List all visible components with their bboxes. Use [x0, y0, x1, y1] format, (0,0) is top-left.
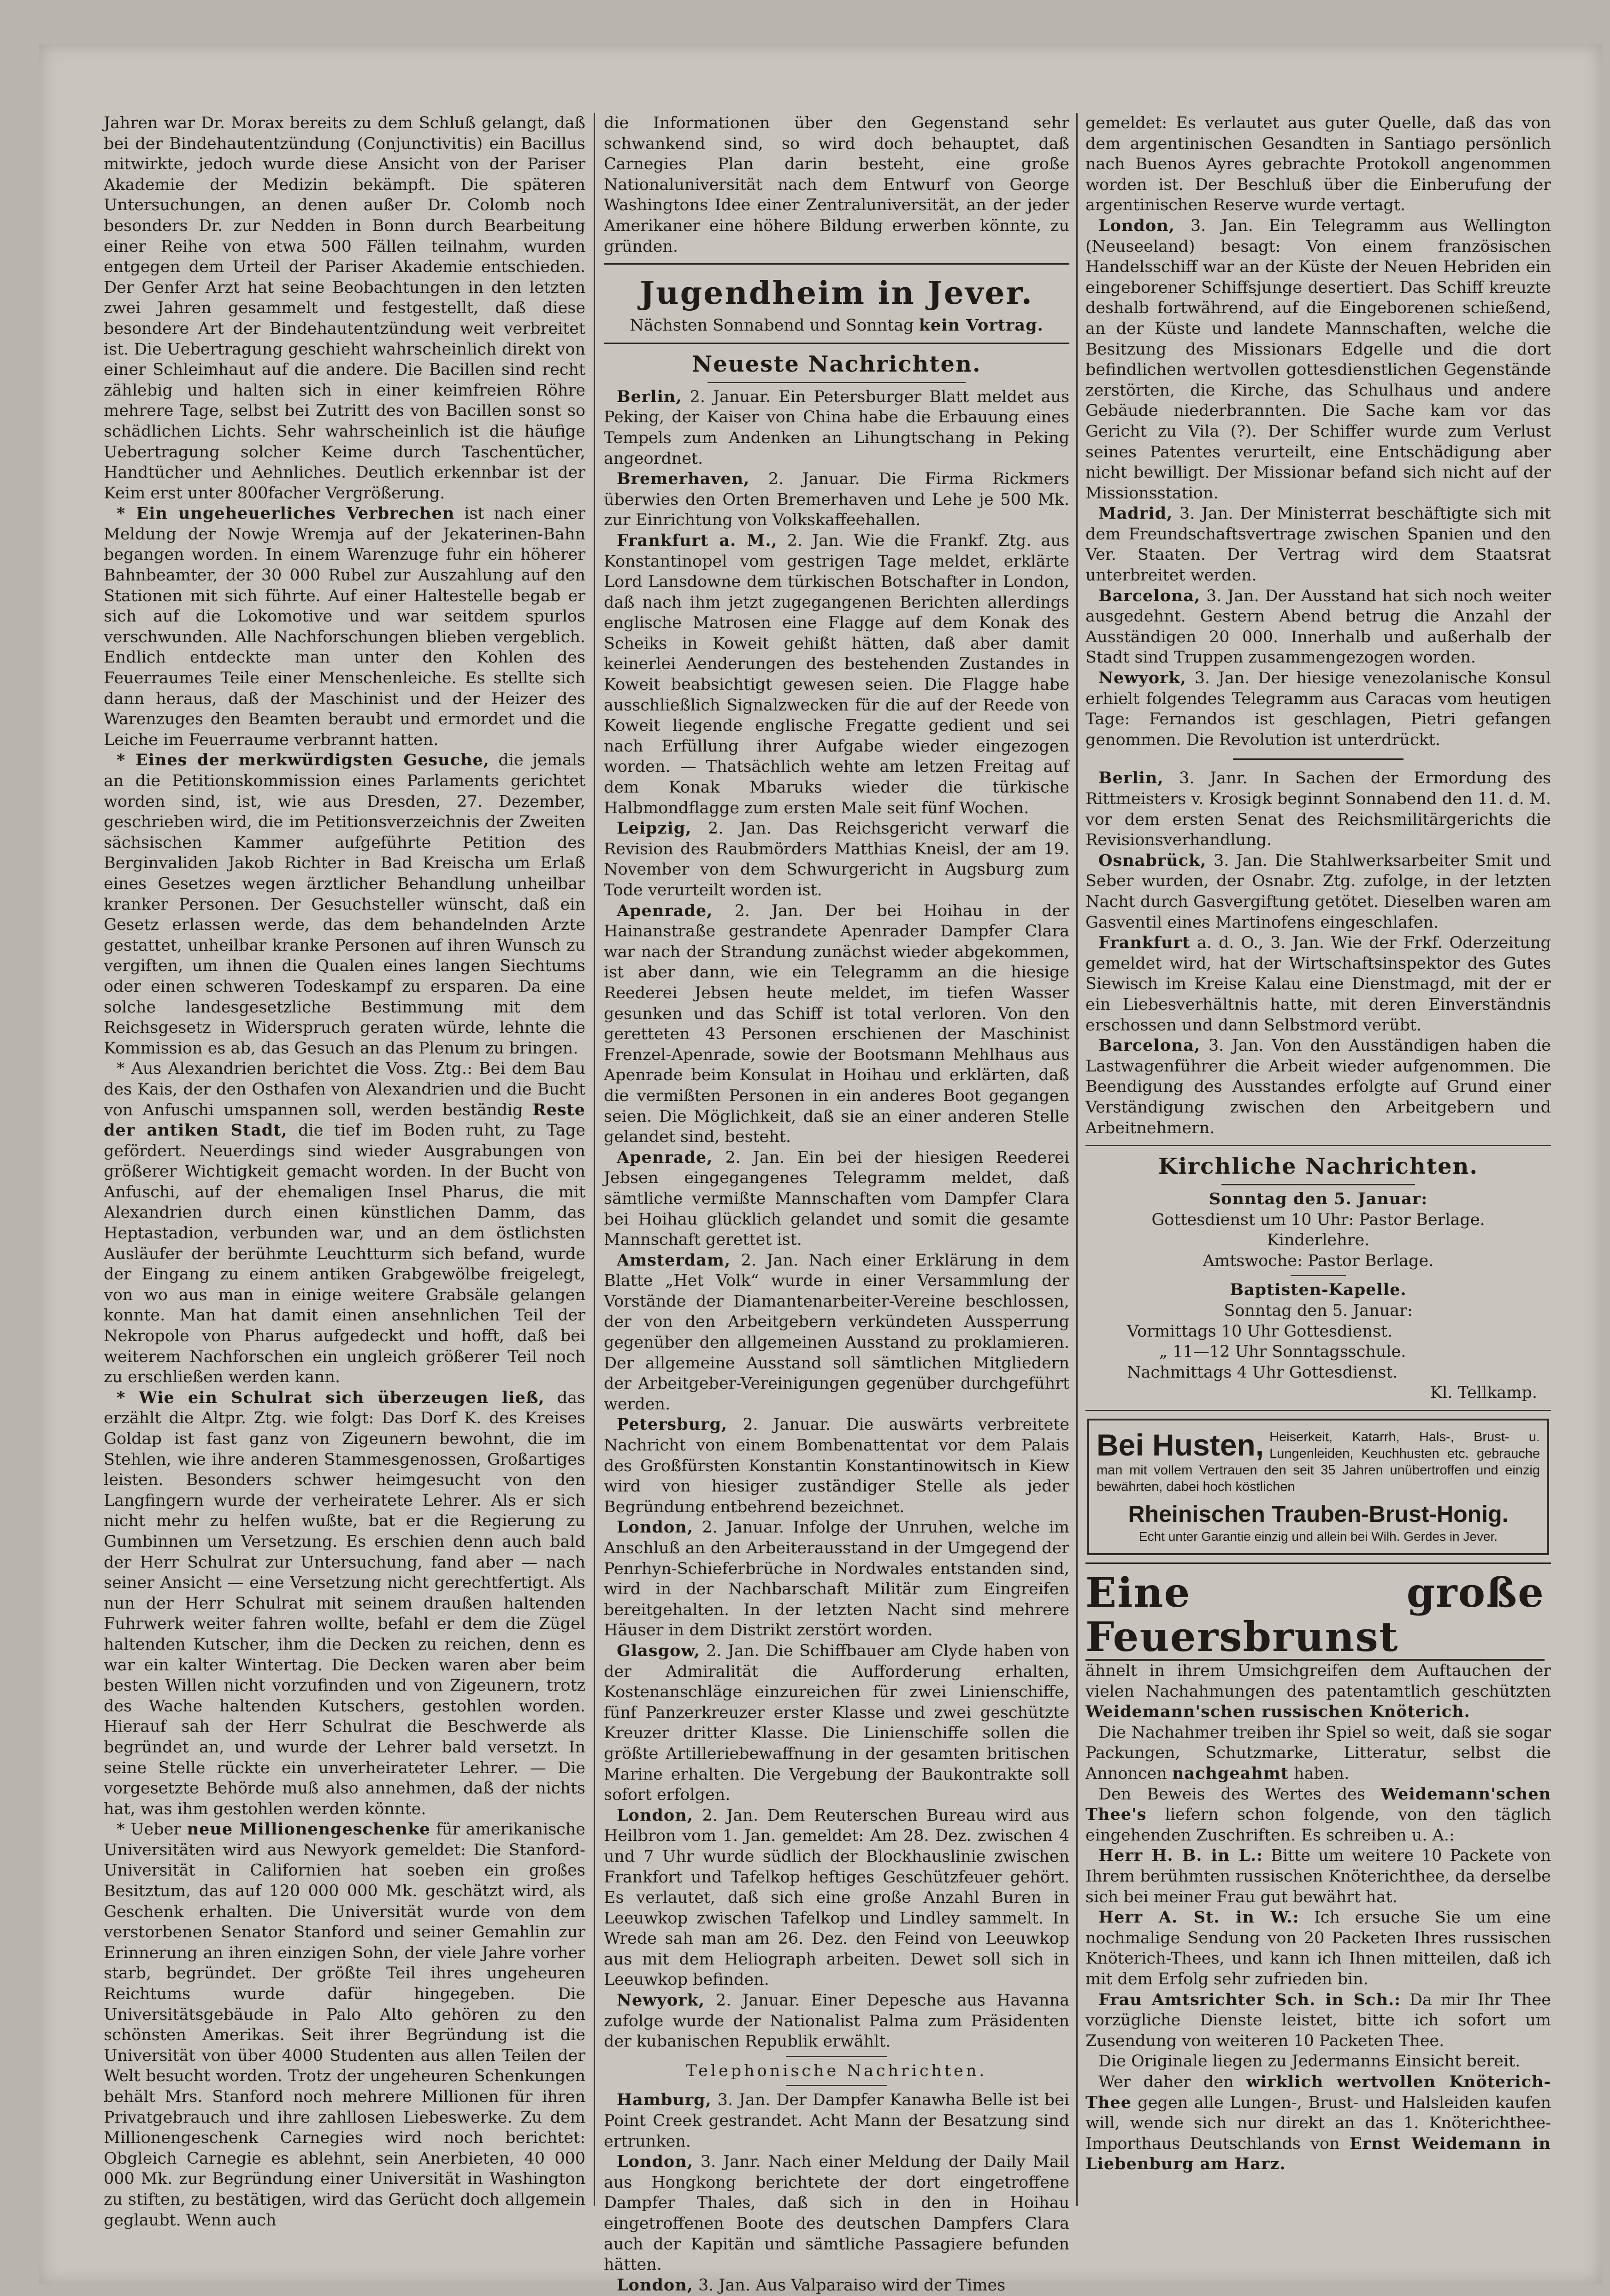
news-text: 2. Jan. Der bei Hoihau in der Hainanstraße gestrandete Apenrader Dampfer Clara war nach der Strandung zunächst wieder abgekommen, ist aber dann, wie ein Telegramm an die hiesige Reederei Jebsen heute meldet, im tiefen Wasser gesunken und das Schiff ist total verloren. Von den geretteten 43 Personen erschienen der Maschinist Frenzel-Apenrade, sowie der Bootsmann Mehlhaus aus Apenrade beim Konsulat in Hoihau und erklärten, daß die vermißten Personen in ein anderes Boot gegangen seien. Die Möglichkeit, daß sie an einer anderen Stelle gelandet sind, besteht. [604, 901, 1069, 1147]
news-text: 2. Januar. Die auswärts verbreitete Nachricht von einem Bombenattentat vor dem Palais des Großfürsten Konstantin Konstantinowitsch in Kiew wird von hiesiger zuständiger Stelle als jeder Begründung entbehrend bezeichnet. [604, 1415, 1069, 1516]
article [104, 503, 585, 750]
news-item [604, 469, 1069, 531]
article-headline: Reste der antiken Stadt, [104, 1100, 585, 1140]
dateline: Osnabrück, [1098, 851, 1207, 870]
news-item [1085, 933, 1551, 1036]
column-divider [594, 113, 595, 2206]
news-text: 2. Jan. Ein bei der hiesigen Reederei Jebsen eingegangenes Telegramm meldet, daß sämtliche vermißte Mannschaften vom Dampfer Clara bei Hoihau glücklich gelandet und somit die gesamte Mannschaft gerettet ist. [604, 1148, 1069, 1249]
news-text: 2. Jan. Wie die Frankf. Ztg. aus Konstantinopel vom gestrigen Tage meldet, erklärte Lord Lansdowne dem türkischen Botschafter in London, daß nach ihm jetzt zugegangenen Berichten allerdings englische Matrosen eine Flagge auf dem Konak des Scheiks in Koweit gehißt hätten, daß aber damit keinerlei Aenderungen des bestehenden Zustandes in Koweit beabsichtigt gewesen seien. Die Flagge habe ausschließlich Signalzwecken für die auf der Reede von Koweit liegende englische Fregatte gedient und sei nach Erfüllung ihrer Aufgabe wieder eingezogen worden. — Thatsächlich wehte am letzen Freitag auf dem Konak Mbaruks wieder die türkische Halbmondflagge zum ersten Male seit fünf Wochen. [604, 531, 1069, 817]
ad-text [1085, 1570, 1551, 1722]
column-divider [1076, 113, 1078, 2206]
ad-text [1085, 1722, 1551, 1784]
article [104, 750, 585, 1059]
dateline: Glasgow, [617, 1641, 700, 1660]
news-item [1085, 503, 1551, 586]
ad-text-bold: nachgeahmt [1172, 1764, 1289, 1783]
news-text: 3. Jan. Ein Telegramm aus Wellington (Neuseeland) besagt: Von einem französischen Handelsschiff war an der Küste der Neuen Hebriden ein eingeborener Schiffsjunge desertiert. Das Schiff kreuzte deshalb fortwährend, auf die Eingeborenen schießend, an der Küste und landete Mannschaften, welche die Besitzung des Missionars Edgelle und die dort befindlichen wertvollen gottesdienstlichen Gegenstände zerstörten, die Kirche, das Schulhaus und andere Gebäude niederbrannten. Die Sache kam vor das Gericht zu Vila (?). Der Schiffer wurde zum Verlust seines Patentes verurteilt, eine Entschädigung aber nicht bewilligt. Der Missionar befand sich nicht auf der Missionsstation. [1085, 216, 1551, 503]
dateline: Bremerhaven, [617, 469, 750, 489]
news-item [1085, 851, 1551, 933]
news-text: 3. Jan. Der Ministerrat beschäftigte sich mit dem Freundschaftsvertrage zwischen Spanien und den Ver. Staaten. Der Vertrag wird dem Staatsrat unterbreitet werden. [1085, 504, 1551, 585]
divider [1233, 758, 1404, 760]
ad-text-bold: Weidemann'schen Thee's [1085, 1784, 1551, 1824]
news-item [604, 2152, 1069, 2275]
column-2 [604, 113, 1069, 2295]
dateline: Newyork, [1098, 669, 1186, 688]
divider [1221, 1184, 1415, 1185]
ad-text-part: liefern schon folgende, von den täglich eingehenden Zuschriften. Es schreiben u. A.: [1085, 1805, 1551, 1845]
section-title: Neueste Nachrichten. [692, 351, 981, 377]
article-text: ist nach einer Meldung der Nowje Wremja auf der Jekaterinen-Bahn begangen worden. In einem Warenzuge fuhr ein höherer Bahnbeamter, der 30 000 Rubel zur Auszahlung auf den Stationen mit sich führte. Auf einer Haltestelle begab er sich auf die Lokomotive und war seitdem spurlos verschwunden. Alle Nachforschungen blieben vergeblich. Endlich entdeckte man unter den Kohlen des Feuerraumes Teile einer Menschenleiche. Es stellte sich dann heraus, daß der Maschinist und der Heizer des Warenzuges den Beamten beraubt und ermordet und die Leiche im Feuerraume verbrannt hatten. [104, 504, 585, 749]
church-line: Gottesdienst um 10 Uhr: Pastor Berlage. [1151, 1210, 1485, 1229]
ad-text [1085, 1784, 1551, 1846]
column-3 [1085, 113, 1551, 2215]
ad-text-bold: Weidemann'schen russischen Knöterich. [1085, 1702, 1470, 1722]
article-text: die Informationen über den Gegenstand sehr schwankend sind, so wird doch behauptet, daß Carnegies Plan darin besteht, eine große Nationaluniversität nach dem Entwurf von George Washingtons Idee einer Zentraluniversität, an der jeder Amerikaner eine höhere Bildung erwerben könnte, zu gründen. [604, 114, 1069, 256]
news-text: 2. Januar. Ein Petersburger Blatt meldet aus Peking, der Kaiser von China habe die Erbauung eines Tempels zum Andenken an Lihungtschang in Peking angeordnet. [604, 387, 1069, 468]
ad-text-part: gegen alle Lungen-, Brust- und Halsleiden kaufen will, wende sich nur direkt an das 1. Knöterichthee-Importhaus Deutschlands von [1085, 2093, 1551, 2153]
dateline: Apenrade, [617, 901, 713, 920]
signature: Kl. Tellkamp. [1430, 1384, 1537, 1402]
section-title: Kirchliche Nachrichten. [1158, 1154, 1479, 1180]
news-item [604, 1805, 1069, 1990]
ad-text-part: Ich ersuche Sie um eine nochmalige Sendung von 20 Packeten Ihres russischen Knöterich-Thees, und kann ich Ihnen mitteilen, daß ich mit dem Erfolg sehr zufrieden bin. [1085, 1908, 1551, 1988]
news-item [604, 1990, 1069, 2052]
divider [1291, 1275, 1346, 1276]
divider [1085, 1410, 1551, 1411]
news-item [1085, 1036, 1551, 1138]
article-text: * Ueber [117, 1820, 187, 1839]
ad-text-bold: Herr H. B. in L.: [1098, 1846, 1263, 1865]
divider [1085, 1562, 1551, 1564]
ad-text-bold: Ernst Weidemann in Liebenburg am Harz. [1085, 2134, 1551, 2174]
ad-text-part: Bitte um weitere 10 Packete von Ihrem berühmten russischen Knöterichthee, da derselbe sich bei meiner Frau gut bewährt hat. [1085, 1846, 1551, 1906]
column-1 [104, 113, 586, 2230]
divider [786, 2085, 887, 2086]
notice-text [604, 315, 1069, 336]
ad-text-bold: wirklich wertvollen Knöterich-Thee [1085, 2072, 1551, 2112]
divider [708, 382, 966, 383]
church-date: Sonntag den 5. Januar: [1209, 1189, 1428, 1209]
ad-text [1085, 1907, 1551, 1989]
church-line: Nachmittags 4 Uhr Gottesdienst. [1127, 1363, 1398, 1382]
dateline: London, [617, 2275, 693, 2295]
article-text: die tief im Boden ruht, zu Tage gefördert. Neuerdings sind wieder Ausgrabungen von größerer Wichtigkeit gemacht worden. In der Bucht von Anfuschi, auf der ehemaligen Insel Pharus, die mit Alexandrien durch einen künstlichen Damm, das Heptastadion, verbunden war, und an dem östlichsten Ausläufer der berühmte Leuchtturm sich befand, wurde der Eingang zu einem antiken Grabgewölbe freigelegt, von wo aus man in einige weitere Grabsäle gelangen konnte. Man hat damit einen ansehnlichen Teil der Nekropole von Pharus aufgedeckt und hofft, daß bei weiterem Nachforschen ein ungleich größerer Teil noch zu erschließen werden kann. [104, 1121, 585, 1387]
dateline: Barcelona, [1098, 1036, 1201, 1055]
dateline: London, [617, 1805, 693, 1825]
church-line: „ 11—12 Uhr Sonntagsschule. [1159, 1343, 1406, 1361]
dateline: Frankfurt a. M., [617, 531, 778, 550]
divider [786, 2056, 887, 2057]
news-item [1085, 768, 1551, 850]
dateline: Frankfurt [1098, 933, 1191, 953]
news-text: 2. Januar. Einer Depesche aus Havanna zufolge wurde der Nationalist Palma zum Präsidenten der kubanischen Republik erwählt. [604, 1991, 1069, 2051]
ad-text-part: Den Beweis des Wertes des [1098, 1785, 1381, 1804]
dateline: Hamburg, [617, 2090, 712, 2110]
news-text: 3. Jan. Der Ausstand hat sich noch weiter ausgedehnt. Gestern Abend betrug die Anzahl der Ausständigen 20 000. Innerhalb und außerhalb der Stadt sind Truppen zusammengezogen worden. [1085, 586, 1551, 667]
news-text: 3. Jan. Von den Ausständigen haben die Lastwagenführer die Arbeit wieder aufgenommen. Die Beendigung des Ausstandes erfolgte auf Grund einer Verständigung zwischen den Arbeitgebern und Arbeitnehmern. [1085, 1036, 1551, 1137]
advertisement-cough-honey [1087, 1419, 1549, 1555]
news-item [604, 1641, 1069, 1805]
article [104, 1059, 585, 1388]
ad-text [1085, 1846, 1551, 1907]
notice-text-bold: kein Vortrag. [919, 316, 1044, 335]
ad-text-part: haben. [1288, 1764, 1350, 1783]
news-text: 3. Janr. Nach einer Meldung der Daily Mail aus Hongkong berichtete der dort eingetroffene Dampfer Thales, daß sich in den in Hoihau eingetroffenen Boote des deutschen Dampfers Clara auch der Kapitän und sämtliche Passagiere befunden hätten. [604, 2153, 1069, 2274]
news-text: 2. Jan. Das Reichsgericht verwarf die Revision des Raubmörders Matthias Kneisl, der am 19. November von dem Schwurgericht in Augsburg zum Tode verurteilt worden ist. [604, 819, 1069, 899]
ad-text-part: Die Nachahmer treiben ihr Spiel so weit, daß sie sogar Packungen, Schutzmarke, Litteratur, selbst die Annoncen [1085, 1723, 1551, 1783]
article-text: das erzählt die Altpr. Ztg. wie folgt: Das Dorf K. des Kreises Goldap ist fast ganz von Zigeunern bewohnt, die im Stehlen, wie ihre anderen Stammesgenossen, Großartiges leisten. Besonders schwer heimgesucht von den Langfingern wurde der verheiratete Lehrer. Als er sich nicht mehr zu helfen wußte, bat er die Regierung zu Gumbinnen um Versetzung. Es erschien denn auch bald der Herr Schulrat zur Untersuchung, fand aber — nach seiner Ansicht — eine Versetzung nicht gerechtfertigt. Als nun der Herr Schulrat mit seinem draußen haltenden Fuhrwerk weiter fahren wollte, befahl er dem die Zügel haltenden Kutscher, ihm die Decken zu reichen, denn es war ein kalter Wintertag. Die Decken waren aber beim besten Willen nicht vorzufinden und von Zigeunern, trotz des Wache haltenden Kutschers, gestohlen worden. Hierauf sah der Herr Schulrat die Beschwerde als begründet an, und wurde der Lehrer bald versetzt. In seine Stelle rückte ein unverheirateter Lehrer. — Die vorgesetzte Behörde muß also annehmen, daß der nichts hat, was ihm gestohlen werden könnte. [104, 1388, 585, 1818]
news-text: 3. Jan. Der Dampfer Kanawha Belle ist bei Point Creek gestrandet. Acht Mann der Besatzung sind ertrunken. [604, 2091, 1069, 2151]
news-item [1085, 668, 1551, 750]
news-text: 3. Jan. Aus Valparaiso wird der Times [693, 2276, 1006, 2295]
article-text: Jahren war Dr. Morax bereits zu dem Schluß gelangt, daß bei der Bindehautentzündung (Conjunctivitis) ein Bacillus mitwirkte, jedoch wurde diese Ansicht von der Pariser Akademie der Medizin bekämpft. Die späteren Untersuchungen, an denen außer Dr. Colomb noch besonders Dr. zur Nedden in Bonn durch Bearbeitung einer Reihe von etwa 500 Fällen teilnahm, wurden entgegen dem Urteil der Pariser Akademie entschieden. Der Genfer Arzt hat seine Beobachtungen in den letzten zwei Jahren gesammelt und festgestellt, daß diese besondere Art der Bindehautentzündung weit verbreitet ist. Die Uebertragung geschieht wahrscheinlich direkt von einer Schleimhaut auf die andere. Die Bacillen sind recht zählebig und halten sich in einer keimfreien Röhre mehrere Tage, selbst bei Zutritt des von Bacillen sonst so schädlichen Lichts. Sehr wahrscheinlich ist die häufige Uebertragung solcher Keime durch Taschentücher, Handtücher und Aehnliches. Deutlich erkennbar ist der Keim erst unter 800facher Vergrößerung. [104, 114, 585, 503]
news-item [604, 531, 1069, 818]
ad-note: Echt unter Garantie einzig und allein bei Wilh. Gerdes in Jever. [1138, 1529, 1498, 1544]
ad-brand: Rheinischen Trauben-Brust-Honig. [1128, 1501, 1509, 1527]
divider [604, 343, 1069, 344]
dateline: Barcelona, [1098, 586, 1201, 605]
news-text: 2. Jan. Die Schiffbauer am Clyde haben von der Admiralität die Aufforderung erhalten, Kostenanschläge einzureichen für zwei Linienschiffe, fünf Panzerkreuzer erster Klasse und zwei geschützte Kreuzer dritter Klasse. Die Linienschiffe sollen die größte Artilleriebewaffnung in der gesamten britischen Marine erhalten. Die Vergebung der Baukontrakte soll sofort erfolgen. [604, 1641, 1069, 1805]
news-item [604, 2275, 1069, 2296]
ad-text [1085, 1990, 1551, 2052]
news-item [604, 1414, 1069, 1517]
ad-text-bold: Frau Amtsrichter Sch. in Sch.: [1098, 1990, 1401, 2009]
notice-text-part: Nächsten Sonnabend und Sonntag [630, 316, 919, 335]
article-headline: * Wie ein Schulrat sich überzeugen ließ, [117, 1388, 545, 1407]
news-item [604, 2090, 1069, 2152]
news-item [604, 818, 1069, 900]
church-title: Baptisten-Kapelle. [1230, 1280, 1407, 1300]
news-item [604, 1517, 1069, 1641]
news-text: 2. Januar. Infolge der Unruhen, welche im Anschluß an den Arbeiterausstand in der Umgegend der Penrhyn-Schieferbrüche in Nordwales entstanden sind, wird in der Nachbarschaft Militär zum Eingreifen bereitgehalten. In der letzten Nacht sind mehrere Häuser in dem Distrikt zerstört worden. [604, 1518, 1069, 1640]
news-text: 2. Jan. Dem Reuterschen Bureau wird aus Heilbron vom 1. Jan. gemeldet: Am 28. Dez. zwischen 4 und 7 Uhr wurde südlich der Blockhauslinie zwischen Frankfort und Tafelkop heftiges Geschützfeuer gehört. Es verlautet, daß sich eine große Anzahl Buren in Leeuwkop zwischen Tafelkop und Lindley sammelt. In Wrede sah man am 26. Dez. den Feind von Leeuwkop aus mit dem Heliograph arbeiten. Dewet soll sich in Leeuwkop befinden. [604, 1806, 1069, 1989]
ad-text [1085, 2072, 1551, 2175]
article-headline: neue Millionengeschenke [187, 1820, 431, 1839]
dateline: Madrid, [1098, 504, 1173, 523]
ad-text-part: ähnelt in ihrem Umsichgreifen dem Auftauchen der vielen Nachahmungen des patentamtlich geschützten [1085, 1662, 1551, 1701]
dateline: Apenrade, [617, 1148, 713, 1167]
ad-text-part: Wer daher den [1098, 2072, 1246, 2091]
article [104, 1819, 585, 2231]
church-line: Sonntag den 5. Januar: [1224, 1302, 1413, 1320]
dateline: Newyork, [617, 1991, 705, 2010]
dateline: Berlin, [617, 387, 682, 406]
dateline: London, [617, 1518, 693, 1537]
article [104, 1388, 585, 1819]
divider [604, 263, 1069, 265]
dateline: Berlin, [1098, 769, 1164, 788]
news-item [604, 1250, 1069, 1415]
dateline: London, [1098, 216, 1175, 235]
news-text: 2. Jan. Nach einer Erklärung in dem Blatte „Het Volk“ wurde in einer Versammlung der Vorstände der Diamantenarbeiter-Vereine beschlossen, der von den Arbeitgebern verkündeten Aussperrung gegenüber den allgemeinen Ausstand zu proklamieren. Der allgemeine Ausstand soll sämtlichen Mitgliedern der Arbeitgeber-Vereinigungen gegenüber durchgeführt werden. [604, 1251, 1069, 1414]
church-line: Vormittags 10 Uhr Gottesdienst. [1127, 1322, 1393, 1341]
news-item [1085, 586, 1551, 668]
dateline: London, [617, 2152, 693, 2172]
dateline: Amsterdam, [617, 1250, 731, 1270]
newspaper-page [39, 44, 1602, 2295]
section-title: Telephonische Nachrichten. [686, 2061, 987, 2080]
article-text: die jemals an die Petitionskommission eines Parlaments gerichtet worden sind, ist, wie aus Dresden, 27. Dezember, geschrieben wird, die im Petitionsverzeichnis der Zweiten sächsischen Kammer aufgeführte Petition des Berginvaliden Jakob Richter in Bad Kreischa um Erlaß eines Gesetzes wegen ärztlicher Behandlung unheilbar kranker Personen. Der Gesuchsteller wünscht, daß ein Gesetz erlassen werde, das dem behandelnden Arzte gestattet, unheilbar kranke Personen auf ihren Wunsch zu vergiften, um ihnen die Qualen eines langen Siechtums oder einen schweren Todeskampf zu ersparen. Da eine solche landesgesetzliche Bestimmung mit dem Reichsgesetz in Widerspruch geraten würde, lehnte die Kommission es ab, das Gesuch an das Plenum zu bringen. [104, 751, 585, 1058]
article-text: * Aus Alexandrien berichtet die Voss. Ztg.: Bei dem Bau des Kais, der den Osthafen von Alexandrien und die Bucht von Anfuschi umspannen soll, werden beständig [104, 1059, 585, 1119]
dateline: Leipzig, [617, 819, 692, 838]
church-line: Amtswoche: Pastor Berlage. [1203, 1251, 1434, 1270]
news-text: gemeldet: Es verlautet aus guter Quelle, daß das von dem argentinischen Gesandten in Santiago persönlich nach Buenos Ayres gebrachte Protokoll angenommen worden ist. Der Beschluß über die Einberufung der argentinischen Reserve wurde vertagt. [1085, 114, 1551, 215]
church-line: Kinderlehre. [1267, 1231, 1370, 1250]
news-text: 3. Jan. Die Stahlwerksarbeiter Smit und Seber wurden, der Osnabr. Ztg. zufolge, in der letzten Nacht durch Gasvergiftung getötet. Dieselben waren am Gasventil eines Martinofens eingeschlafen. [1085, 851, 1551, 932]
ad-text-part: Da mir Ihr Thee vorzügliche Dienste leistet, bitte ich sofort um Zusendung von weiteren 10 Packeten Thee. [1085, 1990, 1551, 2050]
ad-headline: Eine große Feuersbrunst [1085, 1568, 1545, 1661]
news-item [1085, 216, 1551, 503]
ad-text-bold: Herr A. St. in W.: [1098, 1908, 1299, 1927]
news-text: 2. Januar. Die Firma Rickmers überwies den Orten Bremerhaven und Lehe je 500 Mk. zur Einrichtung von Volkskaffeehallen. [604, 470, 1069, 530]
divider [1085, 1145, 1551, 1146]
ad-text: Die Originale liegen zu Jedermanns Einsicht bereit. [1098, 2052, 1521, 2071]
dateline: Petersburg, [617, 1415, 728, 1434]
notice-title: Jugendheim in Jever. [640, 275, 1033, 312]
article-headline: * Eines der merkwürdigsten Gesuche, [117, 751, 489, 770]
news-item [604, 387, 1069, 469]
news-text: 3. Jan. Der hiesige venezolanische Konsul erhielt folgendes Telegramm aus Caracas vom heutigen Tage: Fernandos ist geschlagen, Pietri gefangen genommen. Die Revolution ist unterdrückt. [1085, 669, 1551, 749]
ad-headline: Bei Husten, [1097, 1428, 1264, 1462]
news-item [604, 901, 1069, 1148]
news-text: 3. Janr. In Sachen der Ermordung des Rittmeisters v. Krosigk beginnt Sonnabend den 11. d. M. vor dem ersten Senat des Reichsmilitärgerichts die Revisionsverhandlung. [1085, 769, 1551, 850]
ad-text: Heiserkeit, Katarrh, Hals-, Brust- u. Lungenleiden, Keuchhusten etc. gebrauche man mit vollem Vertrauen den seit 35 Jahren unübertroffen und einzig bewährten, dabei hoch köstlichen [1097, 1430, 1540, 1495]
article-headline: * Ein ungeheuerliches Verbrechen [117, 504, 455, 523]
advertisement-knoeterich [1085, 1570, 1551, 2175]
news-text: a. d. O., 3. Jan. Wie der Frkf. Oderzeitung gemeldet wird, hat der Wirtschaftsinspektor des Gutes Siewisch im Kreise Kalau eine Dienstmagd, mit der er ein Liebesverhältnis hatte, mit deren Einverständnis erschossen und dann Selbstmord verübt. [1085, 934, 1551, 1035]
news-item [604, 1148, 1069, 1250]
article-text: für amerikanische Universitäten wird aus Newyork gemeldet: Die Stanford-Universität in Californien hat soeben ein großes Besitztum, das auf 120 000 000 Mk. geschätzt wird, als Geschenk erhalten. Die Universität wurde von dem verstorbenen Senator Stanford und seiner Gemahlin zur Erinnerung an ihren einzigen Sohn, der viele Jahre vorher starb, begründet. Der größte Teil ihres ungeheuren Reichtums wurde dafür hingegeben. Die Universitätsgebäude in Palo Alto gehören zu den schönsten Amerikas. Seit ihrer Begründung ist die Universität von über 4000 Studenten aus allen Teilen der Welt besucht worden. Trotz der ungeheuren Schenkungen behält Mrs. Stanford noch mehrere Millionen für ihren Privatgebrauch und ihre zahllosen Liebeswerke. Zu dem Millionengeschenk Carnegies wird noch berichtet: Obgleich Carnegie es ablehnt, sein Anerbieten, 40 000 000 Mk. zur Begründung einer Universität in Washington zu stiften, zu bestätigen, wird das Gerücht doch allgemein geglaubt. Wenn auch [104, 1820, 586, 2230]
